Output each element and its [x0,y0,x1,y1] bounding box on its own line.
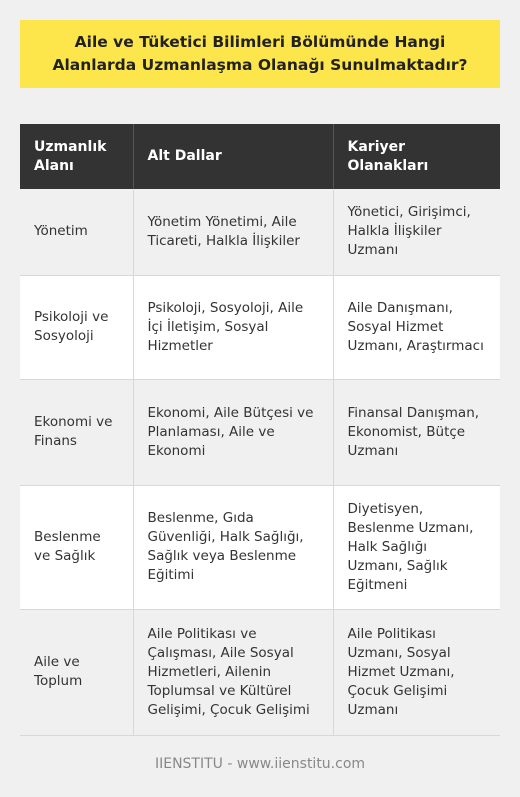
cell-subfields: Beslenme, Gıda Güvenliği, Halk Sağlığı, Sağlık veya Beslenme Eğitimi [133,485,333,609]
cell-careers: Aile Danışmanı, Sosyal Hizmet Uzmanı, Araştırmacı [333,275,500,379]
header-specialization: Uzmanlık Alanı [20,124,133,189]
header-subfields: Alt Dallar [133,124,333,189]
header-careers: Kariyer Olanakları [333,124,500,189]
table-row [20,485,500,609]
table-header-row [20,124,500,189]
cell-careers: Yönetici, Girişimci, Halkla İlişkiler Uzmanı [333,189,500,275]
cell-specialization: Aile ve Toplum [20,609,133,735]
table-row [20,609,500,735]
footer-source: IIENSTITU - www.iienstitu.com [154,756,366,772]
cell-subfields: Aile Politikası ve Çalışması, Aile Sosyal Hizmetleri, Ailenin Toplumsal ve Kültürel Gelişimi, Çocuk Gelişimi [133,609,333,735]
cell-careers: Aile Politikası Uzmanı, Sosyal Hizmet Uzmanı, Çocuk Gelişimi Uzmanı [333,609,500,735]
page-title: Aile ve Tüketici Bilimleri Bölümünde Hangi Alanlarda Uzmanlaşma Olanağı Sunulmaktadır? [52,33,468,74]
cell-specialization: Beslenme ve Sağlık [20,485,133,609]
cell-careers: Finansal Danışman, Ekonomist, Bütçe Uzmanı [333,379,500,485]
table-row [20,275,500,379]
cell-subfields: Psikoloji, Sosyoloji, Aile İçi İletişim, Sosyal Hizmetler [133,275,333,379]
cell-specialization: Ekonomi ve Finans [20,379,133,485]
table-row [20,189,500,275]
table-row [20,379,500,485]
cell-specialization: Psikoloji ve Sosyoloji [20,275,133,379]
title-banner [20,20,500,88]
cell-careers: Diyetisyen, Beslenme Uzmanı, Halk Sağlığı Uzmanı, Sağlık Eğitmeni [333,485,500,609]
cell-subfields: Yönetim Yönetimi, Aile Ticareti, Halkla İlişkiler [133,189,333,275]
cell-specialization: Yönetim [20,189,133,275]
specialization-table [20,124,500,736]
cell-subfields: Ekonomi, Aile Bütçesi ve Planlaması, Aile ve Ekonomi [133,379,333,485]
